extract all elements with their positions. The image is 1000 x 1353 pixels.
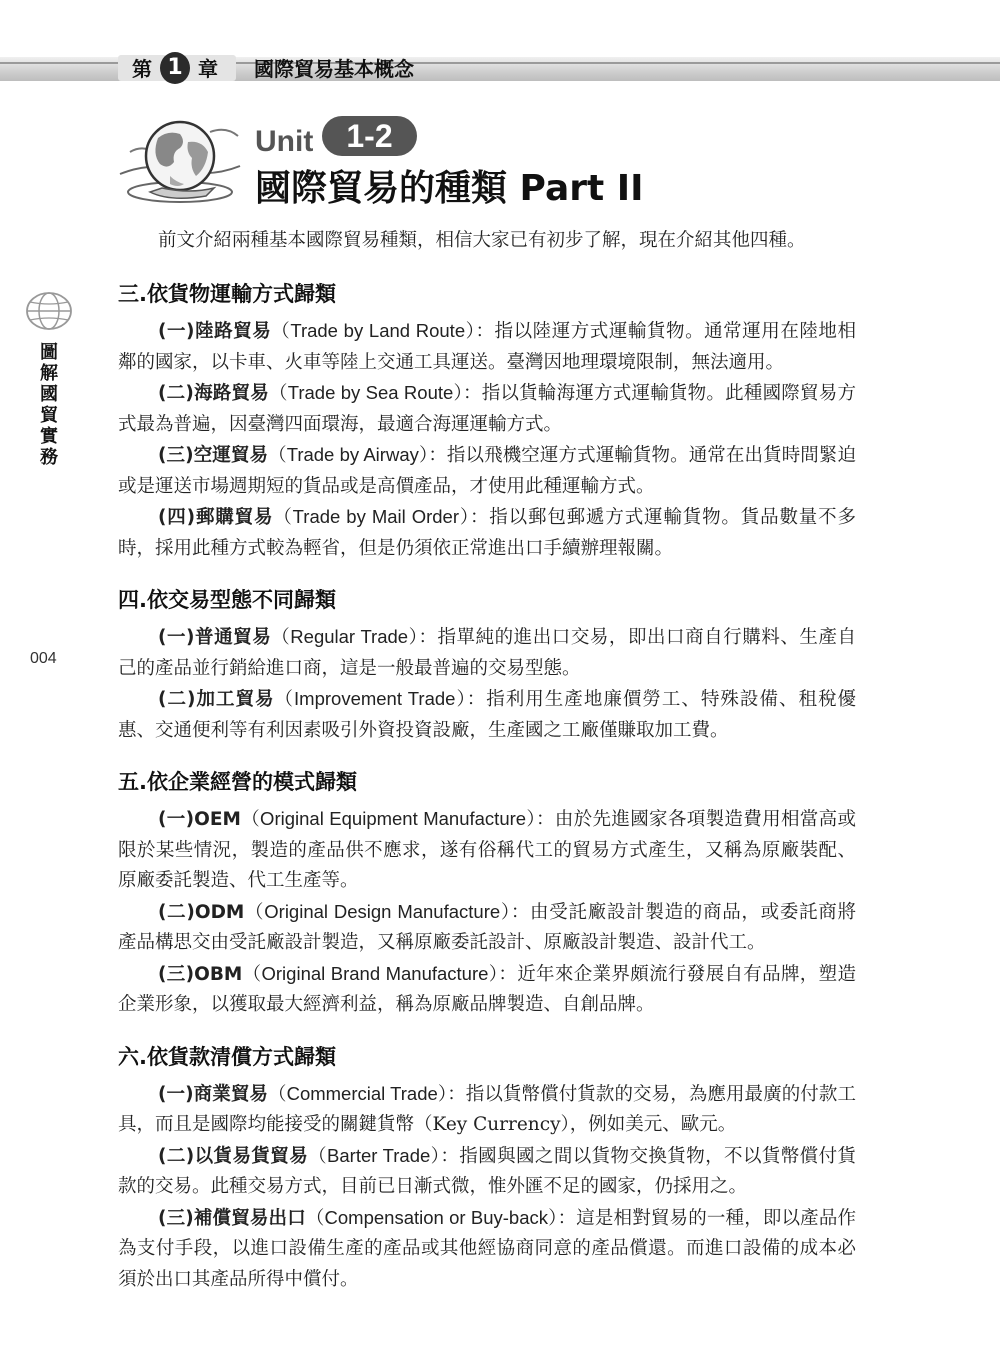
item-text: ：指以陸運方式運輸貨物。通常運用在陸地相鄰的國家，以卡車、火車等陸上交通工具運送。臺灣因地理環境限制，無法適用。 bbox=[118, 321, 856, 373]
list-item bbox=[118, 1141, 856, 1203]
item-lead: (三)空運貿易 bbox=[158, 445, 269, 466]
item-english-term: （Trade by Airway） bbox=[268, 444, 429, 465]
section-transport bbox=[118, 278, 856, 564]
item-english-term: （Original Design Manufacture） bbox=[244, 900, 511, 922]
item-text: ：近年來企業界頗流行發展自有品牌，塑造企業形象，以獲取最大經濟利益，稱為原廠品牌製造、自創品牌。 bbox=[118, 963, 856, 1015]
item-text: ：指以貨幣償付貨款的交易，為應用最廣的付款工具，而且是國際均能接受的關鍵貨幣（Key Currency），例如美元、歐元。 bbox=[118, 1083, 856, 1135]
item-english-term: （Commercial Trade） bbox=[268, 1082, 448, 1104]
item-lead: (二)ODM bbox=[158, 901, 245, 923]
chapter-suffix: 章 bbox=[198, 57, 218, 81]
item-lead: (二)以貨易貨貿易 bbox=[158, 1145, 309, 1167]
section-heading: 三.依貨物運輸方式歸類 bbox=[118, 282, 336, 306]
list-item bbox=[118, 804, 856, 897]
list-item bbox=[118, 684, 856, 746]
section-heading: 五.依企業經營的模式歸類 bbox=[118, 770, 357, 794]
section-heading: 六.依貨款清償方式歸類 bbox=[118, 1044, 336, 1069]
item-lead: (二)加工貿易 bbox=[158, 689, 275, 710]
item-english-term: （Trade by Land Route） bbox=[271, 320, 476, 341]
item-text: ：由受託廠設計製造的商品，或委託商將產品構思交由受託廠設計製造，又稱原廠委託設計、原廠設計製造、設計代工。 bbox=[118, 901, 857, 953]
item-lead: (一)普通貿易 bbox=[158, 627, 272, 648]
list-item bbox=[118, 1203, 856, 1296]
item-text: ：由於先進國家各項製造費用相當高或限於某些情況，製造的產品供不應求，遂有俗稱代工的貿易方式產生，又稱為原廠裝配、原廠委託製造、代工生產等。 bbox=[118, 809, 856, 891]
item-english-term: （Original Brand Manufacture） bbox=[242, 962, 499, 984]
unit-label: Unit bbox=[255, 125, 314, 158]
page-content bbox=[118, 226, 856, 1315]
chapter-number: 1 bbox=[160, 52, 190, 84]
list-item bbox=[118, 378, 856, 440]
section-heading: 四.依交易型態不同歸類 bbox=[118, 588, 336, 612]
item-text: ：指以貨輪海運方式運輸貨物。此種國際貿易方式最為普遍，因臺灣四面環海，最適合海運運輸方式。 bbox=[118, 383, 856, 435]
chapter-title: 國際貿易基本概念 bbox=[254, 57, 414, 81]
unit-number-badge: 1-2 bbox=[322, 116, 417, 156]
item-lead: (二)海路貿易 bbox=[158, 383, 269, 404]
item-lead: (一)OEM bbox=[158, 809, 241, 830]
item-english-term: （Trade by Sea Route） bbox=[269, 382, 463, 403]
globe-icon bbox=[110, 112, 250, 208]
section-payment bbox=[118, 1041, 856, 1296]
section-transaction-type bbox=[118, 584, 856, 746]
item-english-term: （Barter Trade） bbox=[308, 1144, 441, 1166]
item-lead: (一)商業貿易 bbox=[158, 1083, 268, 1105]
side-globe-icon bbox=[24, 290, 74, 332]
item-text: ：指以郵包郵遞方式運輸貨物。貨品數量不多時，採用此種方式較為輕省，但是仍須依正常進出口手續辦理報關。 bbox=[118, 507, 856, 559]
item-lead: (三)補償貿易出口 bbox=[158, 1207, 306, 1229]
list-item bbox=[118, 1079, 856, 1141]
item-lead: (三)OBM bbox=[158, 963, 243, 985]
item-lead: (四)郵購貿易 bbox=[158, 507, 274, 528]
item-english-term: （Improvement Trade） bbox=[274, 688, 467, 709]
list-item bbox=[118, 316, 856, 378]
unit-title: 國際貿易的種類 Part II bbox=[255, 168, 644, 209]
list-item bbox=[118, 502, 856, 564]
item-english-term: （Compensation or Buy-back） bbox=[305, 1206, 558, 1228]
item-english-term: （Original Equipment Manufacture） bbox=[240, 808, 536, 829]
item-text: ：這是相對貿易的一種，即以產品作為支付手段，以進口設備生產的產品或其他經協商同意的產品償還。而進口設備的成本必須於出口其產品所得中償付。 bbox=[118, 1207, 856, 1290]
item-text: ：指以飛機空運方式運輸貨物。通常在出貨時間緊迫或是運送市場週期短的貨品或是高價產品，才使用此種運輸方式。 bbox=[118, 445, 856, 497]
item-text: ：指單純的進出口交易，即出口商自行購料、生產自己的產品並行銷給進口商，這是一般最普遍的交易型態。 bbox=[118, 627, 856, 679]
intro-paragraph: 前文介紹兩種基本國際貿易種類，相信大家已有初步了解，現在介紹其他四種。 bbox=[158, 230, 806, 251]
list-item bbox=[118, 897, 856, 959]
item-text: ：指利用生產地廉價勞工、特殊設備、租稅優惠、交通便利等有利因素吸引外資投資設廠，生產國之工廠僅賺取加工費。 bbox=[118, 689, 856, 741]
section-business-model bbox=[118, 766, 856, 1021]
item-english-term: （Trade by Mail Order） bbox=[273, 506, 470, 527]
list-item bbox=[118, 440, 856, 502]
item-english-term: （Regular Trade） bbox=[271, 626, 419, 647]
page-number: 004 bbox=[30, 650, 57, 667]
item-lead: (一)陸路貿易 bbox=[158, 321, 272, 342]
item-text: ：指國與國之間以貨物交換貨物，不以貨幣償付貨款的交易。此種交易方式，目前已日漸式微，惟外匯不足的國家，仍採用之。 bbox=[118, 1145, 856, 1197]
side-book-title: 圖解國貿實務 bbox=[40, 342, 58, 468]
list-item bbox=[118, 959, 856, 1021]
chapter-prefix: 第 bbox=[132, 57, 152, 81]
list-item bbox=[118, 622, 856, 684]
